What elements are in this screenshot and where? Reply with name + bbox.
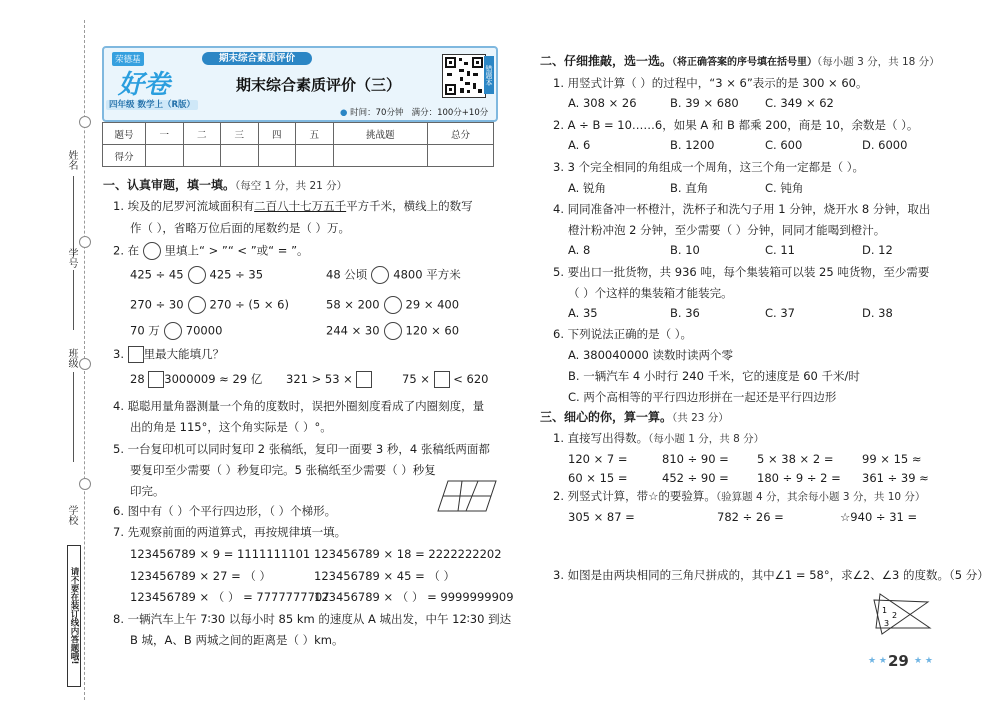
oral-calc-item[interactable]: 180 ÷ 9 ÷ 2 =: [757, 471, 841, 485]
score-cell[interactable]: [221, 145, 259, 167]
clock-icon: ●: [340, 108, 348, 118]
oral-calc-item[interactable]: 5 × 38 × 2 =: [757, 452, 834, 466]
pattern-equation: 123456789 × 45 = （ ）: [314, 569, 456, 583]
option-c[interactable]: C. 349 × 62: [765, 96, 834, 110]
oral-calc-item[interactable]: 810 ÷ 90 =: [662, 452, 729, 466]
exam-header: [102, 46, 498, 122]
score-row-label: 得分: [103, 145, 146, 167]
calc-q1: 1. 直接写出得数。（每小题 1 分，共 8 分）: [553, 431, 765, 445]
option-c[interactable]: C. 11: [765, 243, 795, 257]
brand-logo: 好卷: [118, 70, 171, 100]
compare-item: [326, 296, 459, 314]
mc-q6: 6. 下列说法正确的是（ ）。: [553, 327, 693, 341]
binding-hole: [79, 478, 91, 490]
option-b[interactable]: B. 1200: [670, 138, 715, 152]
compare-right: 29 × 400: [405, 297, 460, 312]
q7-text: 7. 先观察前面的两道算式，再按规律填一填。: [113, 525, 347, 539]
q6-text: 6. 图中有（ ）个平行四边形，（ ）个梯形。: [113, 504, 337, 518]
compare-right: 270 ÷ (5 × 6): [209, 297, 289, 312]
score-header-cell: 二: [183, 123, 221, 145]
compare-item: [130, 266, 263, 284]
vertical-calc-item[interactable]: 305 × 87 =: [568, 510, 635, 524]
school-label: 学校: [66, 505, 77, 525]
score-cell[interactable]: [427, 145, 493, 167]
oral-calc-item[interactable]: 361 ÷ 39 ≈: [862, 471, 929, 485]
q3-instruction: 3. 里最大能填几？: [113, 347, 225, 361]
q8-line-1: 8. 一辆汽车上午 7∶30 以每小时 85 km 的速度从 A 城出发，中午 12∶30 到达: [113, 612, 512, 626]
pattern-equation: 123456789 × 9 = 1111111101: [130, 547, 311, 561]
option-b[interactable]: B. 36: [670, 306, 700, 320]
compare-left: 270 ÷ 30: [130, 297, 184, 312]
compare-circle[interactable]: [384, 322, 402, 340]
compare-circle[interactable]: [188, 296, 206, 314]
answer-square[interactable]: [356, 371, 372, 388]
option-d[interactable]: D. 38: [862, 306, 893, 320]
mc-q5-line-1: 5. 要出口一批货物，共 936 吨，每个集装箱可以装 25 吨货物，至少需要: [553, 265, 930, 279]
option-d[interactable]: D. 6000: [862, 138, 908, 152]
compare-right: 4800 平方米: [393, 267, 461, 282]
mc-q2: 2. A ÷ B = 10……6，如果 A 和 B 都乘 200，商是 10，余数是（ ）。: [553, 118, 919, 132]
q1-line-1: 1. 埃及的尼罗河流域面积有二百八十七万五千平方千米，横线上的数写: [113, 199, 473, 213]
exam-time: 时间：70分钟: [350, 108, 404, 118]
name-label: 姓名: [66, 150, 77, 170]
score-header-cell: 总分: [427, 123, 493, 145]
score-cell[interactable]: [258, 145, 296, 167]
mc-q3: 3. 3 个完全相同的角组成一个周角，这三个角一定都是（ ）。: [553, 160, 865, 174]
parallelogram-figure: [436, 478, 498, 514]
binding-hole: [79, 236, 91, 248]
score-header-cell: 五: [296, 123, 334, 145]
score-header-cell: 题号: [103, 123, 146, 145]
oral-calc-item[interactable]: 99 × 15 ≈: [862, 452, 922, 466]
q3-item-3: 75 × < 620: [402, 372, 489, 386]
option-d[interactable]: D. 12: [862, 243, 893, 257]
calc-q3: 3. 如图是由两块相同的三角尺拼成的，其中∠1 = 58°，求∠2、∠3 的度数。（5 分）: [553, 568, 989, 582]
option-b[interactable]: B. 直角: [670, 181, 709, 195]
qr-tag: 错题本: [484, 56, 494, 94]
page-number: 29: [888, 652, 909, 670]
grade-label: 四年级 数学上（R版）: [106, 98, 198, 110]
compare-circle: [143, 242, 161, 260]
option-a[interactable]: A. 308 × 26: [568, 96, 637, 110]
section-2-heading: 二、仔细推敲，选一选。（将正确答案的序号填在括号里）（每小题 3 分，共 18 分）: [540, 54, 940, 68]
id-label: 学号: [66, 248, 77, 268]
mc-q4-line-2: 橙汁粉冲泡 2 分钟，至少需要（ ）分钟，同同才能喝到橙汁。: [568, 223, 886, 237]
vertical-calc-item[interactable]: 782 ÷ 26 =: [717, 510, 784, 524]
q5-line-3: 印完。: [130, 484, 165, 498]
compare-left: 244 × 30: [326, 323, 380, 338]
triangle-ruler-figure: [870, 588, 936, 636]
option-c[interactable]: C. 两个高相等的平行四边形拼在一起还是平行四边形: [568, 390, 837, 404]
section-1-heading: 一、认真审题，填一填。（每空 1 分，共 21 分）: [103, 178, 348, 192]
score-cell[interactable]: [146, 145, 184, 167]
star-decoration: ★ ★: [914, 656, 933, 666]
compare-item: [130, 322, 222, 340]
header-band: 期末综合素质评价: [202, 52, 312, 65]
compare-left: 425 ÷ 45: [130, 267, 184, 282]
q3-item-2: 321 > 53 ×: [286, 371, 372, 388]
score-cell[interactable]: [183, 145, 221, 167]
q1-line-2: 作（ ），省略万位后面的尾数约是（ ）万。: [130, 221, 351, 235]
score-header-cell: 一: [146, 123, 184, 145]
vertical-calc-item[interactable]: ☆940 ÷ 31 =: [840, 510, 918, 524]
mc-q5-line-2: （ ）个这样的集装箱才能装完。: [568, 286, 733, 300]
compare-circle[interactable]: [188, 266, 206, 284]
compare-circle[interactable]: [371, 266, 389, 284]
mc-q4-line-1: 4. 同同准备冲一杯橙汁，洗杯子和洗勺子用 1 分钟，烧开水 8 分钟，取出: [553, 202, 931, 216]
binding-hole: [79, 116, 91, 128]
exam-meta: [340, 106, 488, 118]
oral-calc-item[interactable]: 120 × 7 =: [568, 452, 628, 466]
compare-left: 48 公顷: [326, 267, 368, 282]
calc-q2: 2. 列竖式计算，带☆的要验算。（验算题 4 分，其余每小题 3 分，共 10 分）: [553, 489, 926, 503]
score-header-cell: 四: [258, 123, 296, 145]
answer-square[interactable]: [148, 371, 164, 388]
qr-code-icon[interactable]: [442, 54, 486, 98]
id-field[interactable]: [73, 270, 74, 330]
compare-item: [326, 266, 461, 284]
option-b[interactable]: B. 39 × 680: [670, 96, 739, 110]
option-a[interactable]: A. 380040000 读数时读两个零: [568, 348, 733, 362]
option-a[interactable]: A. 6: [568, 138, 591, 152]
option-a[interactable]: A. 锐角: [568, 181, 606, 195]
option-c[interactable]: C. 37: [765, 306, 795, 320]
compare-right: 120 × 60: [405, 323, 460, 338]
option-c[interactable]: C. 钝角: [765, 181, 804, 195]
svg-text:1: 1: [882, 606, 888, 615]
q4-line-2: 出的角是 115°，这个角实际是（ ）°。: [130, 420, 332, 434]
svg-text:3: 3: [884, 619, 890, 628]
exam-full-score: 满分：100分+10分: [411, 108, 489, 118]
pattern-equation: 123456789 × （ ） = 7777777707: [130, 590, 330, 604]
oral-calc-item[interactable]: 60 × 15 =: [568, 471, 628, 485]
compare-right: 425 ÷ 35: [209, 267, 264, 282]
class-field[interactable]: [73, 372, 74, 462]
q5-line-1: 5. 一台复印机可以同时复印 2 张稿纸，复印一面要 3 秒，4 张稿纸两面都: [113, 442, 490, 456]
q8-line-2: B 城，A、B 两城之间的距离是（ ）km。: [130, 633, 344, 647]
compare-circle[interactable]: [384, 296, 402, 314]
name-field[interactable]: [73, 176, 74, 256]
pattern-equation: 123456789 × （ ） = 9999999909: [314, 590, 514, 604]
star-decoration: ★ ★: [868, 656, 887, 666]
score-cell[interactable]: [296, 145, 334, 167]
binding-hole: [79, 358, 91, 370]
answer-square[interactable]: [434, 371, 450, 388]
score-header-cell: 挑战题: [333, 123, 427, 145]
compare-left: 58 × 200: [326, 297, 380, 312]
score-cell[interactable]: [333, 145, 427, 167]
compare-item: [130, 296, 289, 314]
q4-line-1: 4. 聪聪用量角器测量一个角的度数时，误把外圈刻度看成了内圈刻度，量: [113, 399, 485, 413]
class-label: 班级: [66, 348, 77, 368]
q3-item-1: 28 3000009 ≈ 29 亿: [130, 372, 263, 386]
option-c[interactable]: C. 600: [765, 138, 803, 152]
q2-instruction: 2. 在 里填上“ > ”“ < ”或“ = ”。: [113, 242, 309, 260]
section-3-heading: 三、细心的你，算一算。（共 23 分）: [540, 410, 729, 424]
svg-text:2: 2: [892, 611, 898, 620]
q5-line-2: 要复印至少需要（ ）秒复印完。5 张稿纸至少需要（ ）秒复: [130, 463, 436, 477]
compare-circle[interactable]: [164, 322, 182, 340]
blank-square: [128, 346, 144, 363]
compare-item: [326, 322, 459, 340]
pattern-equation: 123456789 × 18 = 2222222202: [314, 547, 502, 561]
score-header-cell: 三: [221, 123, 259, 145]
mc-q1: 1. 用竖式计算（ ）的过程中，“3 × 6”表示的是 300 × 60。: [553, 76, 868, 90]
option-a[interactable]: A. 8: [568, 243, 591, 257]
binding-warning: 请不要在装订线内答题哦!: [67, 545, 81, 687]
option-b[interactable]: B. 10: [670, 243, 700, 257]
option-a[interactable]: A. 35: [568, 306, 598, 320]
compare-right: 70000: [185, 323, 223, 338]
brand-tag: 荣德基: [112, 52, 144, 66]
page-title: 期末综合素质评价（三）: [236, 76, 402, 94]
pattern-equation: 123456789 × 27 = （ ）: [130, 569, 272, 583]
compare-left: 70 万: [130, 323, 160, 338]
score-table: [102, 122, 494, 167]
option-b[interactable]: B. 一辆汽车 4 小时行 240 千米，它的速度是 60 千米/时: [568, 369, 860, 383]
oral-calc-item[interactable]: 452 ÷ 90 =: [662, 471, 729, 485]
